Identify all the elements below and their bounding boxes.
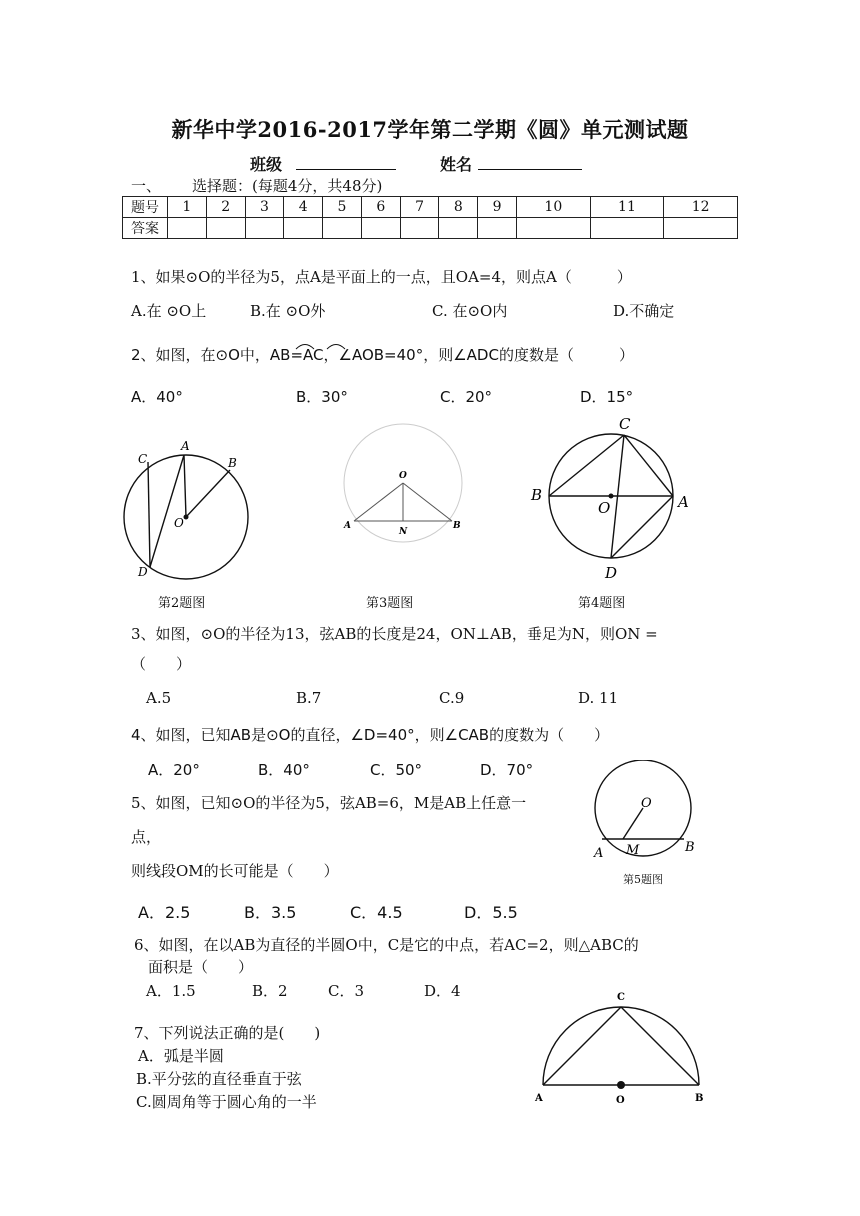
q2-option-c: C．20° bbox=[440, 388, 493, 406]
table-cell: 4 bbox=[284, 197, 323, 218]
q1-option-a: A.在 ⊙O上 bbox=[131, 302, 207, 320]
q3-option-a: A.5 bbox=[146, 689, 172, 707]
fig5-label-o: O bbox=[641, 796, 652, 811]
answer-cell[interactable] bbox=[245, 218, 284, 239]
fig2-label-d: D bbox=[138, 565, 148, 579]
fig6-line-ac bbox=[543, 1007, 621, 1085]
fig2-line-cd bbox=[148, 462, 150, 567]
fig6-label-c: C bbox=[617, 992, 625, 1003]
q6-option-a: A．1.5 bbox=[146, 982, 196, 1000]
answer-table bbox=[122, 196, 738, 239]
q4-option-c: C．50° bbox=[370, 761, 423, 779]
fig2-label-o: O bbox=[174, 516, 184, 530]
q5-stem-line1: 5、如图，已知⊙O的半径为5，弦AB=6，M是AB上任意一 bbox=[131, 794, 527, 812]
fig2-label-c: C bbox=[138, 452, 148, 466]
fig5-line-om bbox=[623, 808, 643, 839]
fig3-caption: 第3题图 bbox=[366, 596, 414, 611]
table-cell: 9 bbox=[478, 197, 517, 218]
q1-option-d: D.不确定 bbox=[613, 302, 675, 320]
q2-option-b: B．30° bbox=[296, 388, 348, 406]
section-number: 一、 bbox=[131, 177, 162, 195]
q4-stem: 4、如图，已知AB是⊙O的直径，∠D=40°，则∠CAB的度数为（ ） bbox=[131, 726, 610, 744]
class-label: 班级 bbox=[250, 155, 283, 174]
class-field bbox=[250, 152, 396, 175]
q5-option-b: B．3.5 bbox=[244, 903, 297, 922]
q7-option-a: A．弧是半圆 bbox=[138, 1047, 224, 1065]
table-cell: 8 bbox=[439, 197, 478, 218]
q1-option-b: B.在 ⊙O外 bbox=[250, 302, 326, 320]
name-field bbox=[440, 152, 582, 175]
name-blank[interactable] bbox=[478, 153, 582, 170]
q6-stem-line1: 6、如图，在以AB为直径的半圆O中，C是它的中点，若AC=2，则△ABC的 bbox=[134, 936, 639, 954]
answer-cell[interactable] bbox=[478, 218, 517, 239]
section-title: 选择题：(每题4分，共48分) bbox=[192, 177, 383, 195]
q6-option-b: B．2 bbox=[252, 982, 288, 1000]
figure-5 bbox=[585, 760, 715, 870]
figure-4 bbox=[525, 412, 700, 582]
table-cell: 10 bbox=[517, 197, 591, 218]
fig4-label-b: B bbox=[531, 486, 543, 504]
fig4-line-da bbox=[611, 496, 673, 558]
table-row-answers bbox=[123, 218, 738, 239]
table-cell: 12 bbox=[664, 197, 738, 218]
q3-stem: 3、如图，⊙O的半径为13，弦AB的长度是24，ON⊥AB，垂足为N，则ON = bbox=[131, 625, 658, 643]
q2-option-d: D．15° bbox=[580, 388, 634, 406]
figure-2 bbox=[115, 430, 265, 590]
q6-option-d: D．4 bbox=[424, 982, 461, 1000]
table-cell: 3 bbox=[245, 197, 284, 218]
q6-stem-line2: 面积是（ ） bbox=[148, 958, 254, 976]
table-cell: 7 bbox=[400, 197, 439, 218]
table-cell: 11 bbox=[590, 197, 664, 218]
table-cell: 2 bbox=[206, 197, 245, 218]
class-blank[interactable] bbox=[296, 153, 396, 170]
q7-stem: 7、下列说法正确的是( ) bbox=[134, 1024, 321, 1042]
fig5-label-b: B bbox=[685, 840, 695, 855]
fig6-center-dot bbox=[617, 1081, 625, 1089]
fig2-line-oa bbox=[184, 455, 186, 517]
table-row-numbers bbox=[123, 197, 738, 218]
answer-cell[interactable] bbox=[361, 218, 400, 239]
answer-cell[interactable] bbox=[284, 218, 323, 239]
fig5-caption: 第5题图 bbox=[623, 873, 663, 886]
name-label: 姓名 bbox=[440, 155, 473, 174]
q7-option-b: B.平分弦的直径垂直于弦 bbox=[136, 1070, 302, 1088]
fig4-label-o: O bbox=[598, 499, 611, 517]
fig3-label-a: A bbox=[344, 521, 351, 531]
table-cell: 5 bbox=[323, 197, 362, 218]
fig6-label-o: O bbox=[616, 1095, 625, 1106]
q1-option-c: C. 在⊙O内 bbox=[432, 302, 508, 320]
fig5-label-a: A bbox=[594, 846, 604, 861]
fig6-semicircle bbox=[543, 1007, 699, 1085]
fig6-label-a: A bbox=[535, 1093, 543, 1104]
page-title: 新华中学2016-2017学年第二学期《圆》单元测试题 bbox=[171, 117, 689, 142]
q4-option-a: A．20° bbox=[148, 761, 200, 779]
figure-3 bbox=[335, 420, 475, 560]
q5-option-a: A．2.5 bbox=[138, 903, 191, 922]
q3-option-d: D. 11 bbox=[578, 689, 619, 707]
fig3-label-o: O bbox=[399, 471, 407, 481]
fig4-label-d: D bbox=[605, 564, 618, 582]
fig6-label-b: B bbox=[695, 1093, 704, 1104]
fig2-caption: 第2题图 bbox=[158, 596, 206, 611]
fig3-line-ob bbox=[403, 483, 452, 521]
table-cell: 1 bbox=[168, 197, 207, 218]
q7-option-c: C.圆周角等于圆心角的一半 bbox=[136, 1093, 317, 1111]
answer-cell[interactable] bbox=[590, 218, 664, 239]
fig2-label-a: A bbox=[181, 439, 190, 453]
q3-option-c: C.9 bbox=[439, 689, 465, 707]
row-label-number: 题号 bbox=[123, 197, 168, 218]
fig3-line-oa bbox=[354, 483, 403, 521]
fig2-center-dot bbox=[184, 515, 189, 520]
q3-blank: （ ） bbox=[131, 655, 192, 673]
fig2-line-ob bbox=[186, 470, 230, 517]
answer-cell[interactable] bbox=[168, 218, 207, 239]
answer-cell[interactable] bbox=[400, 218, 439, 239]
q2-option-a: A．40° bbox=[131, 388, 183, 406]
q6-option-c: C．3 bbox=[328, 982, 365, 1000]
arc-ac-mark bbox=[327, 345, 345, 350]
fig5-label-m: M bbox=[626, 843, 640, 858]
arc-ab-mark bbox=[296, 345, 314, 350]
q2-arc-marks bbox=[294, 340, 354, 350]
table-cell: 6 bbox=[361, 197, 400, 218]
fig4-line-bc bbox=[549, 435, 624, 496]
fig4-label-c: C bbox=[619, 415, 631, 433]
q5-stem-line2: 点， bbox=[131, 828, 162, 846]
answer-cell[interactable] bbox=[439, 218, 478, 239]
q5-option-c: C．4.5 bbox=[350, 903, 403, 922]
fig2-label-b: B bbox=[228, 456, 237, 470]
answer-cell[interactable] bbox=[323, 218, 362, 239]
q4-option-d: D．70° bbox=[480, 761, 534, 779]
answer-cell[interactable] bbox=[664, 218, 738, 239]
fig3-label-n: N bbox=[399, 527, 408, 537]
q4-option-b: B．40° bbox=[258, 761, 310, 779]
fig6-line-cb bbox=[621, 1007, 699, 1085]
fig4-label-a: A bbox=[678, 493, 689, 511]
fig4-center-dot bbox=[609, 494, 614, 499]
q3-option-b: B.7 bbox=[296, 689, 322, 707]
fig4-caption: 第4题图 bbox=[578, 596, 626, 611]
q1-stem: 1、如果⊙O的半径为5，点A是平面上的一点，且OA=4，则点A（ ） bbox=[131, 268, 632, 286]
answer-cell[interactable] bbox=[206, 218, 245, 239]
q5-option-d: D．5.5 bbox=[464, 903, 518, 922]
figure-6 bbox=[528, 985, 718, 1110]
fig3-label-b: B bbox=[453, 521, 461, 531]
answer-cell[interactable] bbox=[517, 218, 591, 239]
row-label-answer: 答案 bbox=[123, 218, 168, 239]
q5-stem-line3: 则线段OM的长可能是（ ） bbox=[131, 862, 339, 880]
fig2-line-ad bbox=[150, 455, 184, 567]
q2-stem: 2、如图，在⊙O中，AB=AC，∠AOB=40°，则∠ADC的度数是（ ） bbox=[131, 346, 634, 364]
